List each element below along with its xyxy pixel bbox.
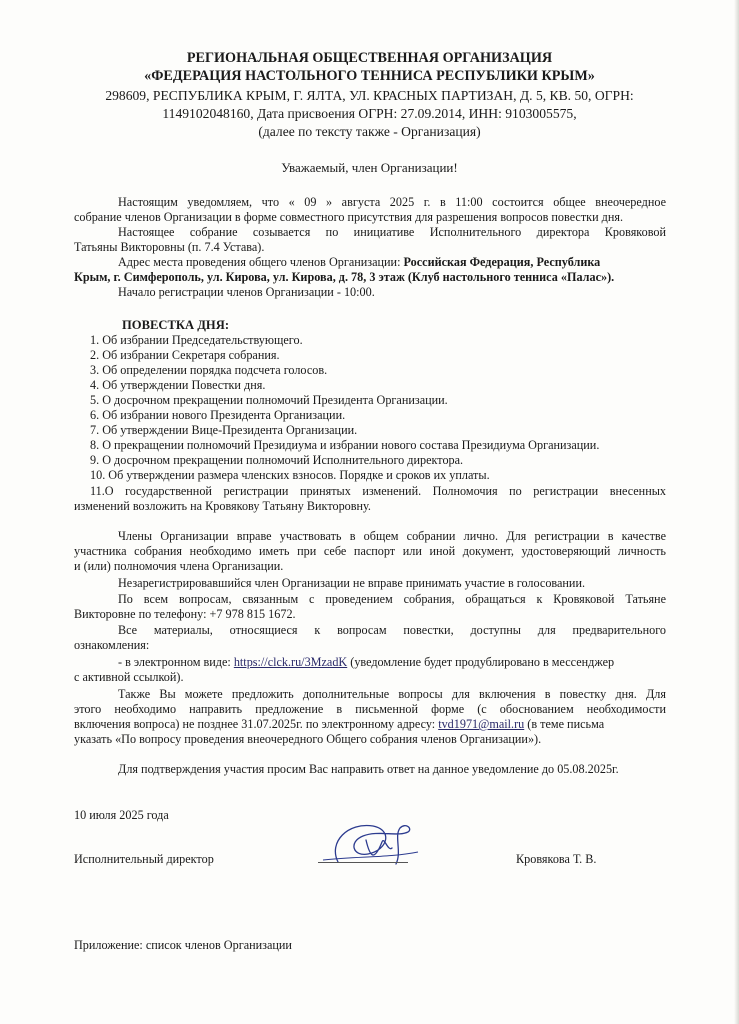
venue-address-part1: Российская Федерация, Республика: [403, 255, 601, 269]
agenda-item: 10. Об утверждении размера членских взносов. Порядке и сроков их уплаты.: [90, 468, 490, 482]
agenda-item-11-line2: изменений возложить на Кровякову Татьяну Викторовну.: [74, 499, 371, 513]
body-p8-line4: с активной ссылкой).: [74, 670, 184, 684]
venue-label: Адрес места проведения общего членов Организации:: [118, 255, 404, 269]
body-p7-line2: Викторовне по телефону: +7 978 815 1672.: [74, 607, 296, 621]
agenda-item: 1. Об избрании Председательствующего.: [90, 333, 303, 347]
materials-note: (уведомление будет продублировано в мессенджер: [347, 655, 615, 669]
venue-address-part2: Крым, г. Симферополь, ул. Кирова, ул. Кирова, д. 78, 3 этаж (Клуб настольного тенниса «Палас»).: [74, 270, 615, 284]
agenda-item: 3. Об определении порядка подсчета голосов.: [90, 363, 328, 377]
agenda-item: 4. Об утверждении Повестки дня.: [90, 378, 266, 392]
body-p6: Незарегистрировавшийся член Организации не вправе принимать участие в голосовании.: [118, 576, 586, 590]
intro-p2-line1: Настоящее собрание созывается по инициативе Исполнительного директора Кровяковой: [118, 225, 666, 239]
body-p8-line2: ознакомления:: [74, 638, 150, 652]
agenda-title: ПОВЕСТКА ДНЯ:: [122, 318, 230, 332]
materials-link[interactable]: https://clck.ru/3MzadK: [233, 655, 348, 669]
body-p9-line4: указать «По вопросу проведения внеочередного Общего собрания членов Организации»).: [74, 732, 542, 746]
agenda-item: 5. О досрочном прекращении полномочий Президента Организации.: [90, 393, 448, 407]
body-p5-line3: и (или) полномочия члена Организации.: [74, 559, 284, 573]
intro-p1-line1: Настоящим уведомляем, что « 09 » августа 2025 г. в 11:00 состоится общее внеочередное: [118, 195, 666, 209]
org-name-line1: РЕГИОНАЛЬНАЯ ОБЩЕСТВЕННАЯ ОРГАНИЗАЦИЯ: [186, 50, 553, 66]
registration-start: Начало регистрации членов Организации - 10:00.: [118, 285, 375, 299]
agenda-item: 6. Об избрании нового Президента Организации.: [90, 408, 346, 422]
agenda-item: 2. Об избрании Секретаря собрания.: [90, 348, 280, 362]
proposal-note: (в теме письма: [524, 717, 605, 731]
body-p7-line1: По всем вопросам, связанным с проведением собрания, обращаться к Кровяковой Татьяне: [118, 592, 666, 606]
body-p10: Для подтверждения участия просим Вас направить ответ на данное уведомление до 05.08.2025г.: [118, 762, 619, 776]
org-address-line2: 1149102048160, Дата присвоения ОГРН: 27.09.2014, ИНН: 9103005575,: [162, 106, 577, 121]
intro-p2-line2: Татьяны Викторовны (п. 7.4 Устава).: [74, 240, 265, 254]
proposal-label: включения вопроса) не позднее 31.07.2025г. по электронному адресу:: [74, 717, 439, 731]
attachment-note: Приложение: список членов Организации: [74, 938, 292, 952]
body-p8-line1: Все материалы, относящиеся к вопросам повестки, доступны для предварительного: [118, 623, 666, 637]
org-address-line3: (далее по тексту также - Организация): [258, 124, 481, 139]
org-address-line1: 298609, РЕСПУБЛИКА КРЫМ, Г. ЯЛТА, УЛ. КРАСНЫХ ПАРТИЗАН, Д. 5, КВ. 50, ОГРН:: [105, 88, 634, 103]
agenda-item: 7. Об утверждении Вице-Президента Организации.: [90, 423, 358, 437]
email-link[interactable]: tvd1971@mail.ru: [438, 717, 525, 731]
scan-edge-shadow: [734, 0, 739, 1024]
signature-line: [318, 862, 408, 863]
org-name-line2: «ФЕДЕРАЦИЯ НАСТОЛЬНОГО ТЕННИСА РЕСПУБЛИКИ КРЫМ»: [144, 68, 595, 84]
signer-position: Исполнительный директор: [74, 852, 214, 866]
body-p9-line1: Также Вы можете предложить дополнительные вопросы для включения в повестку дня. Для: [118, 687, 666, 701]
body-p9-line2: этого необходимо направить предложение в письменной форме (с обоснованием необходимости: [74, 702, 666, 716]
agenda-item-11-line1: 11.О государственной регистрации принятых изменений. Полномочия по регистрации внесенных: [90, 484, 666, 498]
signer-name: Кровякова Т. В.: [516, 852, 597, 866]
body-p5-line2: участника собрания необходимо иметь при себе паспорт или иной документ, удостоверяющий личность: [74, 544, 666, 558]
agenda-item: 9. О досрочном прекращении полномочий Исполнительного директора.: [90, 453, 464, 467]
agenda-item: 8. О прекращении полномочий Президиума и избрании нового состава Президиума Организации.: [90, 438, 600, 452]
body-p9-line3: [74, 717, 604, 732]
body-p5-line1: Члены Организации вправе участвовать в общем собрании лично. Для регистрации в качестве: [118, 529, 666, 543]
body-p8-line3: [118, 655, 614, 670]
intro-p3-line1: [118, 255, 666, 270]
document-date: 10 июля 2025 года: [74, 808, 169, 822]
intro-p1-line2: собрание членов Организации в форме совместного присутствия для разрешения вопросов повестки дня.: [74, 210, 624, 224]
materials-label: - в электронном виде:: [118, 655, 234, 669]
greeting: Уважаемый, член Организации!: [281, 160, 458, 175]
signature-image: [318, 812, 428, 878]
